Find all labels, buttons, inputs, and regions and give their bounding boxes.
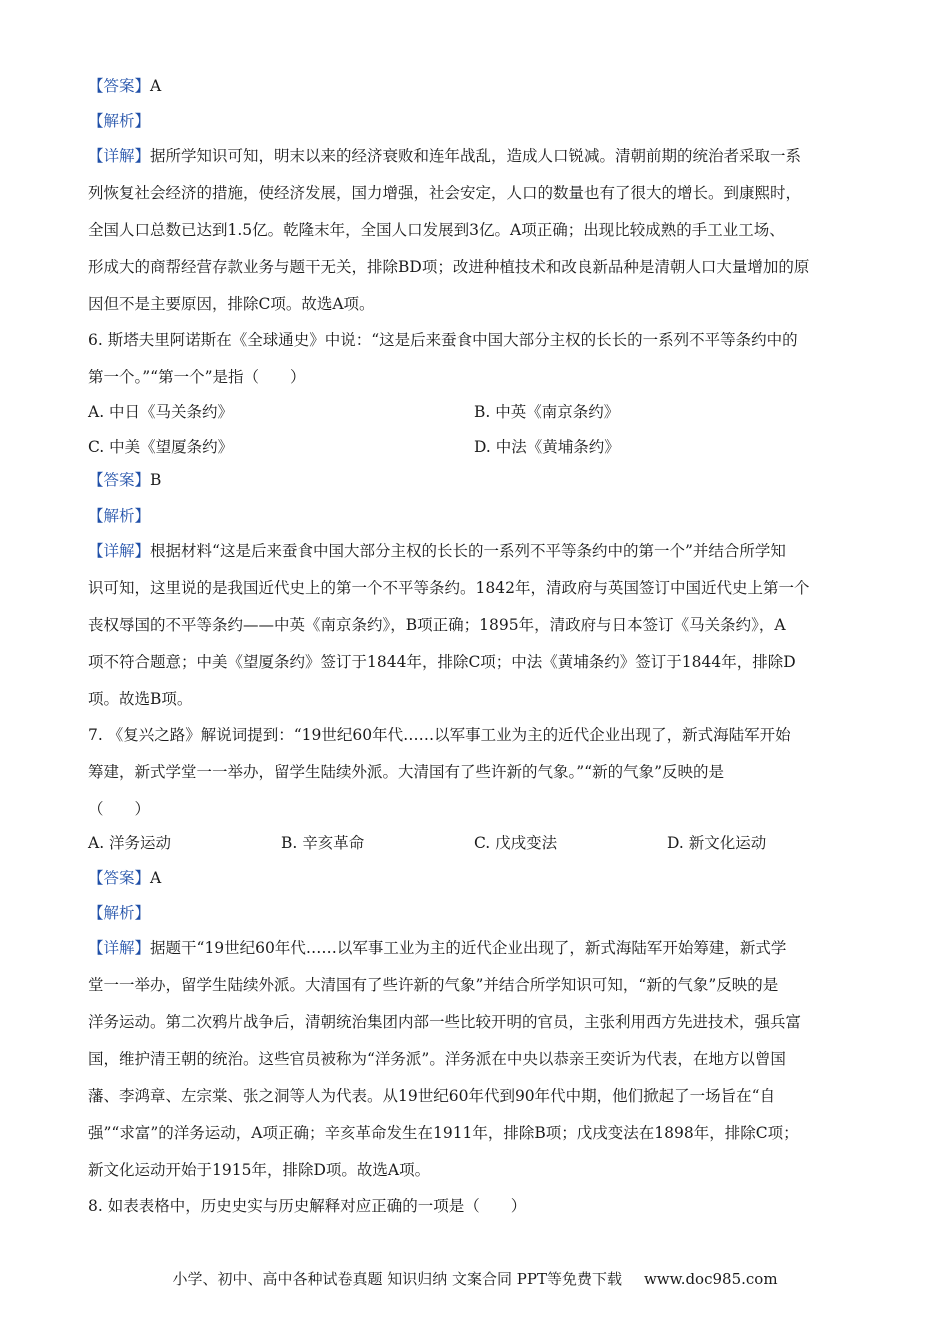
q6-option-d: D. 中法《黄埔条约》 bbox=[474, 438, 620, 456]
q5-detail-line: 全国人口总数已达到1.5亿。乾隆末年，全国人口发展到3亿。A项正确；出现比较成熟的手工业工场、 bbox=[88, 221, 785, 239]
page-footer bbox=[0, 1268, 950, 1289]
q7-option-c: C. 戊戌变法 bbox=[474, 834, 558, 852]
answer-tag: 【答案】 bbox=[88, 77, 151, 95]
q7-detail-line: 洋务运动。第二次鸦片战争后，清朝统治集团内部一些比较开明的官员，主张利用西方先进技术，强兵富 bbox=[88, 1013, 802, 1031]
q7-option-a: A. 洋务运动 bbox=[88, 834, 172, 852]
answer-tag: 【答案】 bbox=[88, 869, 151, 887]
q6-option-b: B. 中英《南京条约》 bbox=[474, 403, 620, 421]
q7-stem: （ ） bbox=[88, 800, 151, 818]
q7-detail-line: 新文化运动开始于1915年，排除D项。故选A项。 bbox=[88, 1161, 431, 1179]
q5-detail-line: 形成大的商帮经营存款业务与题干无关，排除BD项；改进种植技术和改良新品种是清朝人口大量增加的原 bbox=[88, 258, 810, 276]
q7-detail-line: 国，维护清王朝的统治。这些官员被称为“洋务派”。洋务派在中央以恭亲王奕䜣为代表，在地方以曾国 bbox=[88, 1050, 786, 1068]
q7-option-b: B. 辛亥革命 bbox=[281, 834, 365, 852]
q6-detail-line: 【详解】根据材料“这是后来蚕食中国大部分主权的长长的一系列不平等条约中的第一个”并结合所学知 bbox=[88, 542, 786, 560]
answer-value: A bbox=[150, 77, 162, 95]
q7-option-d: D. 新文化运动 bbox=[667, 834, 767, 852]
q5-answer bbox=[88, 76, 161, 96]
q6-analysis-tag: 【解析】 bbox=[88, 507, 151, 525]
q6-stem: 第一个。”“第一个”是指（ ） bbox=[88, 368, 306, 386]
q7-stem: 筹建，新式学堂一一举办，留学生陆续外派。大清国有了些许新的气象。”“新的气象”反映的是 bbox=[88, 763, 725, 781]
q7-answer bbox=[88, 868, 161, 888]
q7-detail-line: 藩、李鸿章、左宗棠、张之洞等人为代表。从19世纪60年代到90年代中期，他们掀起了一场旨在“自 bbox=[88, 1087, 776, 1105]
q6-detail-line: 项不符合题意；中美《望厦条约》签订于1844年，排除C项；中法《黄埔条约》签订于1844年，排除D bbox=[88, 653, 796, 671]
q5-detail-line: 【详解】据所学知识可知，明末以来的经济衰败和连年战乱，造成人口锐减。清朝前期的统治者采取一系 bbox=[88, 147, 802, 165]
detail-tag: 【详解】 bbox=[88, 939, 151, 957]
q5-analysis-tag: 【解析】 bbox=[88, 112, 151, 130]
q7-detail-line: 【详解】据题干“19世纪60年代……以军事工业为主的近代企业出现了，新式海陆军开始筹建，新式学 bbox=[88, 939, 787, 957]
q6-stem: 6. 斯塔夫里阿诺斯在《全球通史》中说：“这是后来蚕食中国大部分主权的长长的一系列不平等条约中的 bbox=[88, 331, 798, 349]
answer-value: B bbox=[150, 471, 162, 489]
q6-detail-line: 项。故选B项。 bbox=[88, 690, 193, 708]
q8-stem: 8. 如表表格中，历史史实与历史解释对应正确的一项是（ ） bbox=[88, 1197, 527, 1215]
detail-tag: 【详解】 bbox=[88, 542, 151, 560]
footer-text: 小学、初中、高中各种试卷真题 知识归纳 文案合同 PPT等免费下载 bbox=[172, 1270, 622, 1288]
answer-tag: 【答案】 bbox=[88, 471, 151, 489]
q7-detail-line: 堂一一举办，留学生陆续外派。大清国有了些许新的气象”并结合所学知识可知，“新的气象”反映的是 bbox=[88, 976, 779, 994]
footer-site-link[interactable]: www.doc985.com bbox=[643, 1270, 778, 1288]
q5-detail-line: 列恢复社会经济的措施，使经济发展，国力增强，社会安定，人口的数量也有了很大的增长。到康熙时， bbox=[88, 184, 802, 202]
q6-option-c: C. 中美《望厦条约》 bbox=[88, 438, 234, 456]
q7-detail-line: 强”“求富”的洋务运动，A项正确；辛亥革命发生在1911年，排除B项；戊戌变法在1898年，排除C项； bbox=[88, 1124, 799, 1142]
q5-detail-line: 因但不是主要原因，排除C项。故选A项。 bbox=[88, 295, 375, 313]
detail-tag: 【详解】 bbox=[88, 147, 151, 165]
q6-option-a: A. 中日《马关条约》 bbox=[88, 403, 234, 421]
q6-answer bbox=[88, 470, 161, 490]
answer-value: A bbox=[150, 869, 162, 887]
q7-analysis-tag: 【解析】 bbox=[88, 904, 151, 922]
q7-stem: 7. 《复兴之路》解说词提到：“19世纪60年代……以军事工业为主的近代企业出现了，新式海陆军开始 bbox=[88, 726, 791, 744]
q6-detail-line: 识可知，这里说的是我国近代史上的第一个不平等条约。1842年，清政府与英国签订中国近代史上第一个 bbox=[88, 579, 810, 597]
q6-detail-line: 丧权辱国的不平等条约——中英《南京条约》，B项正确；1895年，清政府与日本签订《马关条约》，A bbox=[88, 616, 786, 634]
